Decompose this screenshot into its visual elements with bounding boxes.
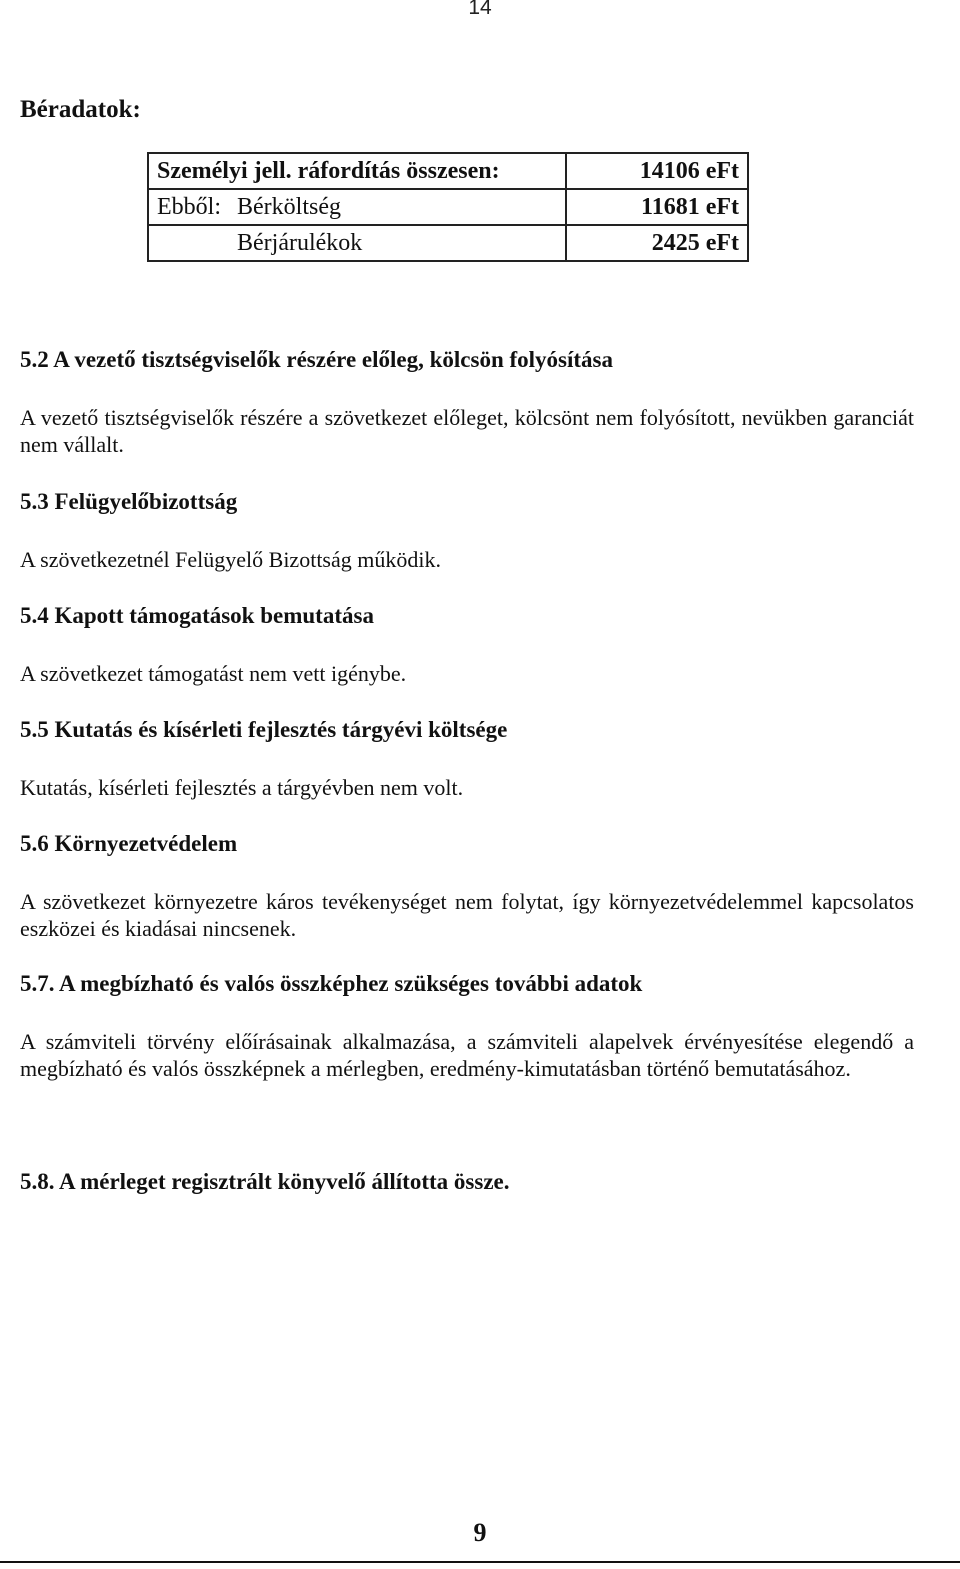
section-heading: 5.3 Felügyelőbizottság [20, 489, 238, 514]
section-5-4 [20, 602, 914, 687]
section-5-5 [20, 716, 914, 801]
section-text: A számviteli törvény előírásainak alkalmazása, a számviteli alapelvek érvényesítése elegendő a megbízható és valós összképnek a mérlegben, eredmény-kimutatásban történő bemutatásához. [20, 1029, 914, 1081]
footer-page-number: 9 [473, 1518, 487, 1547]
section-heading: 5.7. A megbízható és valós összképhez szükséges további adatok [20, 971, 643, 996]
section-5-7 [20, 970, 914, 1082]
row-label [148, 225, 566, 261]
row-label-text: Bérköltség [237, 193, 341, 220]
section-text: A vezető tisztségviselők részére a szövetkezet előleget, kölcsönt nem folyósított, nevükben garanciát nem vállalt. [20, 405, 914, 457]
row-label [148, 153, 566, 189]
section-heading: 5.6 Környezetvédelem [20, 831, 238, 856]
section-heading: 5.2 A vezető tisztségviselők részére előleg, kölcsön folyósítása [20, 347, 613, 372]
footer-divider [0, 1561, 960, 1563]
salary-title: Béradatok: [20, 96, 141, 123]
row-label [148, 189, 566, 225]
section-text: A szövetkezet környezetre káros tevékenységet nem folytat, így környezetvédelemmel kapcsolatos eszközei és kiadásai nincsenek. [20, 889, 914, 941]
row-value: 11681 eFt [566, 189, 748, 225]
header-page-number: 14 [468, 0, 492, 19]
row-value: 14106 eFt [566, 153, 748, 189]
section-text: A szövetkezet támogatást nem vett igénybe. [20, 661, 407, 686]
row-label-text: Bérjárulékok [237, 229, 363, 256]
section-5-6 [20, 830, 914, 942]
table-row [148, 225, 748, 261]
section-5-3 [20, 488, 914, 573]
section-text: A szövetkezetnél Felügyelő Bizottság működik. [20, 547, 441, 572]
table-row [148, 153, 748, 189]
section-5-8 [20, 1168, 914, 1196]
section-heading: 5.4 Kapott támogatások bemutatása [20, 603, 374, 628]
row-label-text: Személyi jell. ráfordítás összesen: [157, 157, 500, 184]
section-5-2 [20, 346, 914, 458]
row-prefix: Ebből: [157, 193, 221, 220]
row-value: 2425 eFt [566, 225, 748, 261]
section-text: Kutatás, kísérleti fejlesztés a tárgyévben nem volt. [20, 775, 464, 800]
section-heading: 5.5 Kutatás és kísérleti fejlesztés tárgyévi költsége [20, 717, 508, 742]
table-row [148, 189, 748, 225]
section-heading: 5.8. A mérleget regisztrált könyvelő állította össze. [20, 1169, 510, 1194]
salary-table [147, 152, 749, 262]
